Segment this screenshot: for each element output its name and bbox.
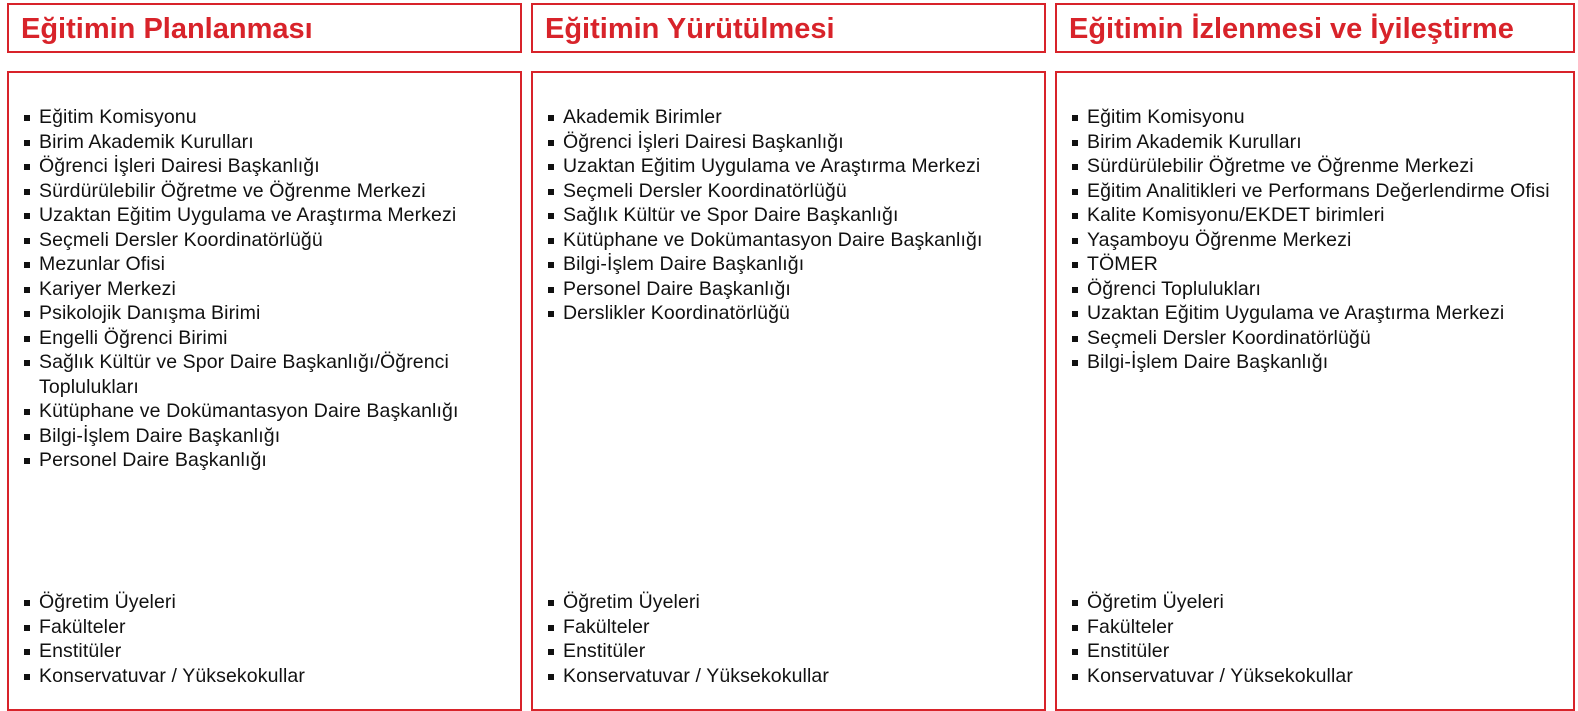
list-item: Psikolojik Danışma Birimi	[23, 301, 510, 326]
list-item: Seçmeli Dersler Koordinatörlüğü	[547, 179, 1034, 204]
planning-academic-list	[23, 590, 510, 688]
list-item: Sağlık Kültür ve Spor Daire Başkanlığı	[547, 203, 1034, 228]
list-item: Konservatuvar / Yüksekokullar	[547, 664, 1034, 689]
list-item: Öğretim Üyeleri	[1071, 590, 1563, 615]
list-item: Kütüphane ve Dokümantasyon Daire Başkanlığı	[547, 228, 1034, 253]
list-item: Personel Daire Başkanlığı	[23, 448, 510, 473]
list-item: Kariyer Merkezi	[23, 277, 510, 302]
list-item: Konservatuvar / Yüksekokullar	[23, 664, 510, 689]
list-item: Eğitim Komisyonu	[23, 105, 510, 130]
list-item: Uzaktan Eğitim Uygulama ve Araştırma Merkezi	[1071, 301, 1563, 326]
execution-unit-list	[547, 105, 1034, 326]
list-item: Birim Akademik Kurulları	[23, 130, 510, 155]
planning-unit-list	[23, 105, 510, 473]
planning-title: Eğitimin Planlanması	[21, 13, 313, 45]
monitoring-academic-list	[1071, 590, 1563, 688]
list-item: Birim Akademik Kurulları	[1071, 130, 1563, 155]
list-item: Sürdürülebilir Öğretme ve Öğrenme Merkezi	[23, 179, 510, 204]
list-item: Öğretim Üyeleri	[547, 590, 1034, 615]
list-item: Derslikler Koordinatörlüğü	[547, 301, 1034, 326]
header-execution	[531, 3, 1046, 53]
list-item: Engelli Öğrenci Birimi	[23, 326, 510, 351]
list-item: Öğrenci İşleri Dairesi Başkanlığı	[23, 154, 510, 179]
panel-execution	[531, 71, 1046, 711]
list-item: Fakülteler	[23, 615, 510, 640]
list-item: Kütüphane ve Dokümantasyon Daire Başkanlığı	[23, 399, 510, 424]
list-item: Fakülteler	[1071, 615, 1563, 640]
list-item: Öğretim Üyeleri	[23, 590, 510, 615]
list-item: Eğitim Komisyonu	[1071, 105, 1563, 130]
list-item: Kalite Komisyonu/EKDET birimleri	[1071, 203, 1563, 228]
list-item: Öğrenci İşleri Dairesi Başkanlığı	[547, 130, 1034, 155]
list-item: Konservatuvar / Yüksekokullar	[1071, 664, 1563, 689]
list-item: Enstitüler	[547, 639, 1034, 664]
header-monitoring	[1055, 3, 1575, 53]
list-item: Eğitim Analitikleri ve Performans Değerlendirme Ofisi	[1071, 179, 1563, 204]
list-item: Enstitüler	[1071, 639, 1563, 664]
list-item: Bilgi-İşlem Daire Başkanlığı	[23, 424, 510, 449]
list-item: Mezunlar Ofisi	[23, 252, 510, 277]
list-item: Uzaktan Eğitim Uygulama ve Araştırma Merkezi	[547, 154, 1034, 179]
list-item: Bilgi-İşlem Daire Başkanlığı	[547, 252, 1034, 277]
monitoring-unit-list	[1071, 105, 1563, 375]
list-item: Uzaktan Eğitim Uygulama ve Araştırma Merkezi	[23, 203, 510, 228]
list-item: Sağlık Kültür ve Spor Daire Başkanlığı/Öğrenci Toplulukları	[23, 350, 510, 399]
list-item: Fakülteler	[547, 615, 1034, 640]
list-item: Seçmeli Dersler Koordinatörlüğü	[23, 228, 510, 253]
execution-title: Eğitimin Yürütülmesi	[545, 13, 835, 45]
list-item: Enstitüler	[23, 639, 510, 664]
list-item: TÖMER	[1071, 252, 1563, 277]
header-planning	[7, 3, 522, 53]
list-item: Akademik Birimler	[547, 105, 1034, 130]
list-item: Bilgi-İşlem Daire Başkanlığı	[1071, 350, 1563, 375]
list-item: Yaşamboyu Öğrenme Merkezi	[1071, 228, 1563, 253]
list-item: Seçmeli Dersler Koordinatörlüğü	[1071, 326, 1563, 351]
execution-academic-list	[547, 590, 1034, 688]
list-item: Öğrenci Toplulukları	[1071, 277, 1563, 302]
list-item: Sürdürülebilir Öğretme ve Öğrenme Merkezi	[1071, 154, 1563, 179]
panel-planning	[7, 71, 522, 711]
panel-monitoring	[1055, 71, 1575, 711]
list-item: Personel Daire Başkanlığı	[547, 277, 1034, 302]
monitoring-title: Eğitimin İzlenmesi ve İyileştirme	[1069, 13, 1514, 45]
